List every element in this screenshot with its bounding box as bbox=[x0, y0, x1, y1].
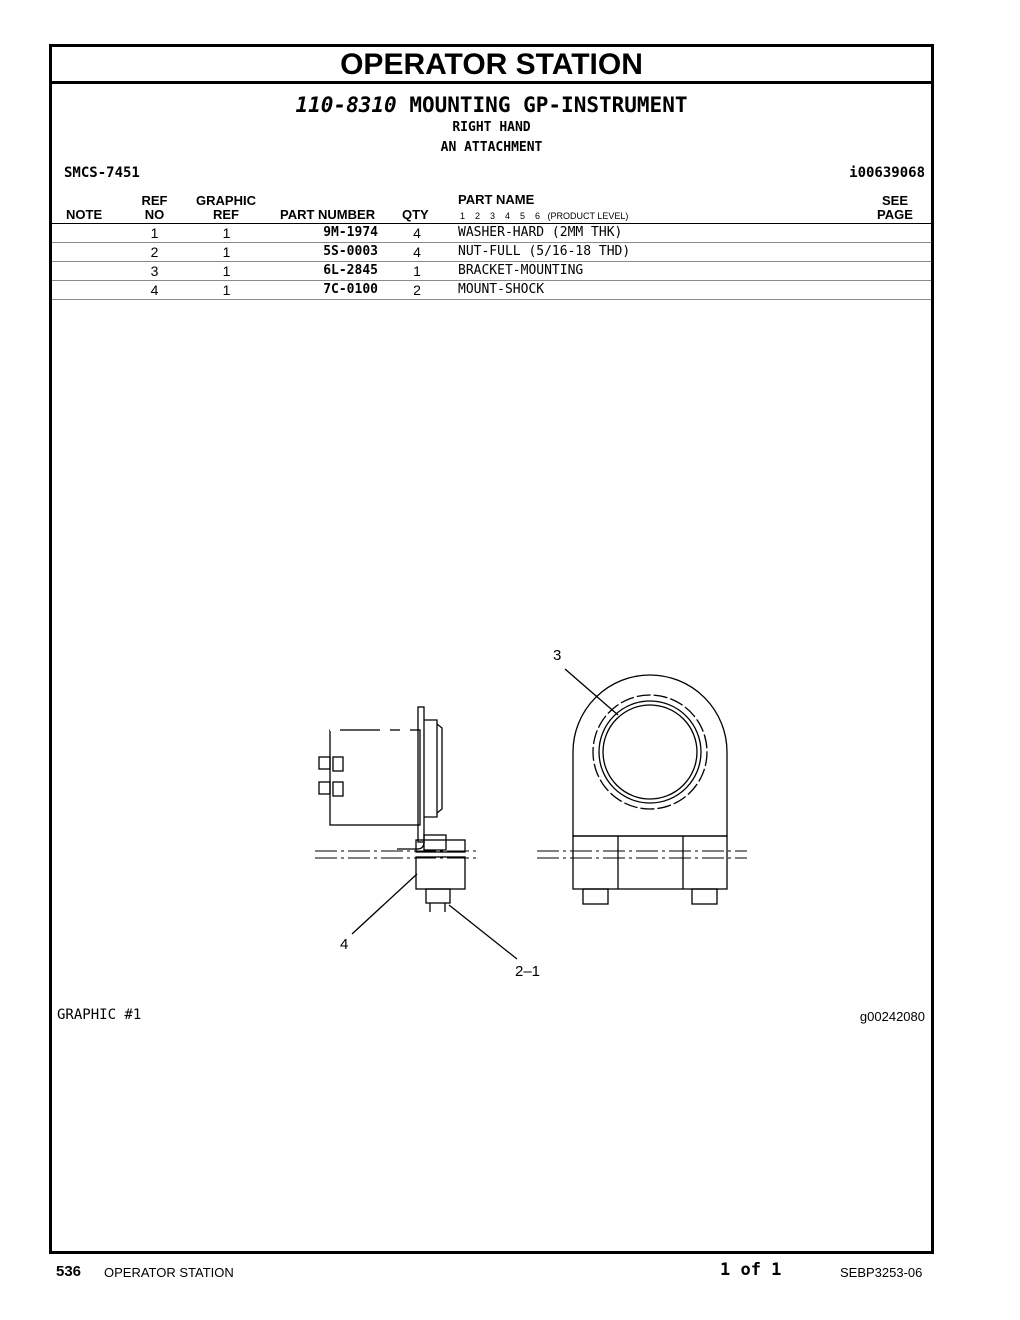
group-number: 110-8310 bbox=[295, 93, 397, 117]
table-row bbox=[52, 243, 931, 262]
row-ref: 4 bbox=[150, 282, 159, 298]
doc-number: SEBP3253-06 bbox=[840, 1265, 923, 1280]
col-graphic-top: GRAPHIC bbox=[196, 193, 256, 208]
row-graphic: 1 bbox=[222, 282, 231, 298]
row-qty: 4 bbox=[413, 244, 421, 260]
page-number: 536 bbox=[56, 1263, 82, 1280]
col-see-top: SEE bbox=[881, 193, 908, 208]
graphic-id: g00242080 bbox=[859, 1009, 925, 1024]
col-see-bottom: PAGE bbox=[877, 207, 913, 222]
shock-mount bbox=[416, 857, 465, 889]
mounting-bracket bbox=[418, 707, 424, 842]
row-part-name: NUT-FULL (5/16-18 THD) bbox=[458, 244, 631, 259]
row-part-name: WASHER-HARD (2MM THK) bbox=[458, 225, 623, 240]
page-frame bbox=[49, 44, 934, 1254]
row-part-number: 7C-0100 bbox=[323, 282, 378, 297]
table-header bbox=[52, 191, 931, 224]
graphic-label: GRAPHIC #1 bbox=[57, 1007, 142, 1023]
group-subline-2: AN ATTACHMENT bbox=[440, 140, 543, 155]
page-of: 1 of 1 bbox=[720, 1260, 782, 1280]
row-graphic: 1 bbox=[222, 263, 231, 279]
row-ref: 3 bbox=[150, 263, 159, 279]
bracket-base bbox=[573, 836, 727, 889]
illustration-id: i00639068 bbox=[849, 165, 925, 181]
row-graphic: 1 bbox=[222, 244, 231, 260]
col-qty: QTY bbox=[402, 207, 429, 222]
group-subline-1: RIGHT HAND bbox=[452, 120, 531, 135]
callout-3-leader bbox=[565, 669, 618, 715]
footer-section: OPERATOR STATION bbox=[104, 1265, 234, 1280]
group-name: MOUNTING GP-INSTRUMENT bbox=[409, 93, 688, 117]
row-part-name: BRACKET-MOUNTING bbox=[458, 263, 584, 278]
table-row bbox=[52, 224, 931, 243]
row-part-number: 9M-1974 bbox=[323, 225, 378, 240]
callout-2-1-leader bbox=[449, 905, 517, 959]
gauge-body bbox=[330, 730, 420, 825]
section-title: OPERATOR STATION bbox=[52, 47, 931, 84]
col-ref-bottom: NO bbox=[144, 207, 165, 222]
col-part-name: PART NAME bbox=[458, 192, 535, 207]
callout-4: 4 bbox=[340, 936, 349, 953]
page-footer bbox=[0, 1260, 1020, 1284]
table-row bbox=[52, 281, 931, 300]
row-ref: 1 bbox=[150, 225, 159, 241]
col-product-levels: 1 2 3 4 5 6 (PRODUCT LEVEL) bbox=[460, 211, 629, 221]
callout-3: 3 bbox=[553, 647, 562, 664]
row-part-number: 6L-2845 bbox=[323, 263, 378, 278]
col-ref-top: REF bbox=[141, 193, 168, 208]
id-row bbox=[52, 165, 931, 185]
smcs-code: SMCS-7451 bbox=[64, 165, 140, 181]
bracket-outline bbox=[573, 675, 727, 836]
col-note: NOTE bbox=[66, 207, 103, 222]
parts-table bbox=[52, 224, 931, 300]
col-part-number: PART NUMBER bbox=[280, 207, 376, 222]
callout-4-leader bbox=[352, 874, 417, 934]
table-row bbox=[52, 262, 931, 281]
row-ref: 2 bbox=[150, 244, 159, 260]
row-qty: 1 bbox=[413, 263, 421, 279]
row-part-name: MOUNT-SHOCK bbox=[458, 282, 545, 297]
callout-2-1: 2–1 bbox=[515, 963, 541, 980]
bottom-nut bbox=[426, 889, 450, 903]
col-graphic-bottom: REF bbox=[213, 207, 239, 222]
row-qty: 2 bbox=[413, 282, 421, 298]
row-qty: 4 bbox=[413, 225, 421, 241]
row-graphic: 1 bbox=[222, 225, 231, 241]
top-nut bbox=[424, 835, 446, 850]
group-title bbox=[52, 92, 931, 118]
front-view bbox=[537, 675, 747, 904]
row-part-number: 5S-0003 bbox=[323, 244, 378, 259]
side-view bbox=[315, 707, 479, 912]
exploded-drawing bbox=[277, 612, 747, 980]
